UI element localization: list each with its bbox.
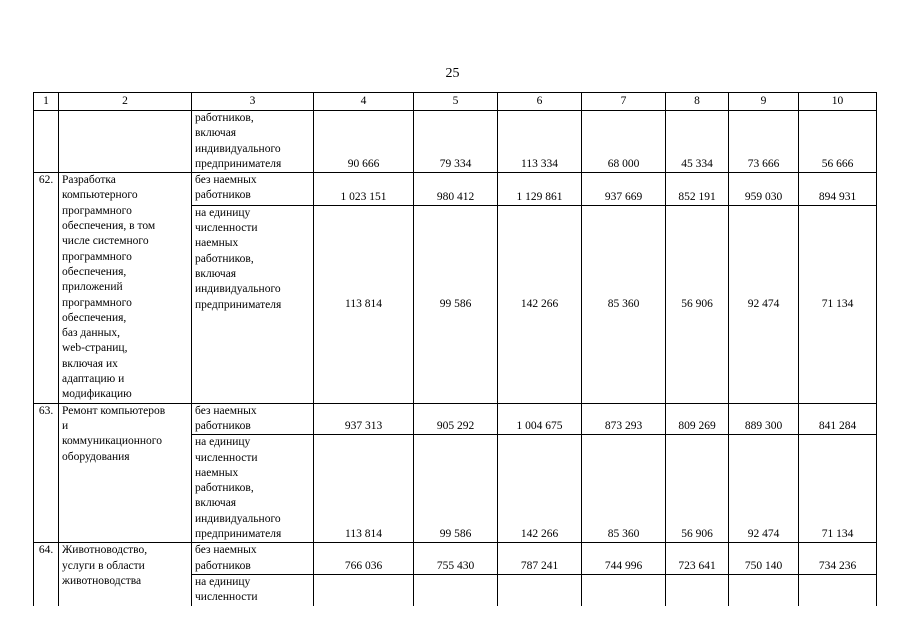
value-cell: 723 641	[666, 543, 729, 575]
value-cell: 113 814	[314, 435, 414, 543]
column-header: 3	[192, 93, 314, 111]
value-cell	[414, 574, 498, 605]
value-cell: 99 586	[414, 435, 498, 543]
column-header: 6	[498, 93, 582, 111]
value-cell: 894 931	[799, 173, 877, 206]
value-cell: 71 134	[799, 205, 877, 403]
column-number-row	[34, 93, 877, 111]
value-cell: 92 474	[729, 435, 799, 543]
value-cell: 56 666	[799, 111, 877, 173]
value-cell: 113 814	[314, 205, 414, 403]
value-cell: 85 360	[582, 205, 666, 403]
value-cell	[314, 574, 414, 605]
value-cell: 1 023 151	[314, 173, 414, 206]
value-cell: 959 030	[729, 173, 799, 206]
value-cell: 73 666	[729, 111, 799, 173]
tariff-table	[33, 92, 877, 606]
value-cell: 873 293	[582, 403, 666, 435]
value-cell: 750 140	[729, 543, 799, 575]
column-header: 5	[414, 93, 498, 111]
value-cell: 68 000	[582, 111, 666, 173]
table-row	[34, 173, 877, 206]
value-cell	[582, 574, 666, 605]
column-header: 8	[666, 93, 729, 111]
column-header: 1	[34, 93, 59, 111]
column-header: 7	[582, 93, 666, 111]
table-row	[34, 403, 877, 435]
value-cell	[498, 574, 582, 605]
indicator-description: без наемных работников	[192, 173, 314, 206]
indicator-description: без наемных работников	[192, 543, 314, 575]
activity-name: Разработка компьютерного программного обеспечения, в том числе системного программного обеспечения, приложений программного обеспечения, баз данных, web-страниц, включая их адаптацию и модификацию	[59, 173, 192, 403]
value-cell: 99 586	[414, 205, 498, 403]
value-cell: 113 334	[498, 111, 582, 173]
value-cell: 92 474	[729, 205, 799, 403]
value-cell: 1 004 675	[498, 403, 582, 435]
value-cell: 90 666	[314, 111, 414, 173]
activity-name: Животноводство, услуги в области животноводства	[59, 543, 192, 606]
value-cell	[666, 574, 729, 605]
row-number	[34, 111, 59, 173]
value-cell: 142 266	[498, 435, 582, 543]
value-cell: 734 236	[799, 543, 877, 575]
row-number: 63.	[34, 403, 59, 543]
value-cell: 905 292	[414, 403, 498, 435]
value-cell: 744 996	[582, 543, 666, 575]
value-cell: 766 036	[314, 543, 414, 575]
value-cell: 755 430	[414, 543, 498, 575]
value-cell: 980 412	[414, 173, 498, 206]
value-cell: 787 241	[498, 543, 582, 575]
column-header: 10	[799, 93, 877, 111]
value-cell: 889 300	[729, 403, 799, 435]
value-cell: 1 129 861	[498, 173, 582, 206]
indicator-description: без наемных работников	[192, 403, 314, 435]
indicator-description: на единицу численности	[192, 574, 314, 605]
row-number: 64.	[34, 543, 59, 606]
table-row	[34, 543, 877, 575]
activity-name	[59, 111, 192, 173]
value-cell: 809 269	[666, 403, 729, 435]
indicator-description: на единицу численности наемных работников, включая индивидуального предпринимателя	[192, 435, 314, 543]
value-cell: 937 313	[314, 403, 414, 435]
indicator-description: на единицу численности наемных работников, включая индивидуального предпринимателя	[192, 205, 314, 403]
value-cell: 852 191	[666, 173, 729, 206]
value-cell: 937 669	[582, 173, 666, 206]
value-cell: 56 906	[666, 435, 729, 543]
column-header: 2	[59, 93, 192, 111]
value-cell: 142 266	[498, 205, 582, 403]
value-cell	[799, 574, 877, 605]
table-row	[34, 111, 877, 173]
indicator-description: работников, включая индивидуального предпринимателя	[192, 111, 314, 173]
value-cell: 841 284	[799, 403, 877, 435]
column-header: 9	[729, 93, 799, 111]
value-cell: 79 334	[414, 111, 498, 173]
value-cell: 45 334	[666, 111, 729, 173]
column-header: 4	[314, 93, 414, 111]
value-cell: 85 360	[582, 435, 666, 543]
activity-name: Ремонт компьютеров и коммуникационного оборудования	[59, 403, 192, 543]
page-number: 25	[445, 66, 460, 81]
row-number: 62.	[34, 173, 59, 403]
value-cell	[729, 574, 799, 605]
value-cell: 71 134	[799, 435, 877, 543]
value-cell: 56 906	[666, 205, 729, 403]
